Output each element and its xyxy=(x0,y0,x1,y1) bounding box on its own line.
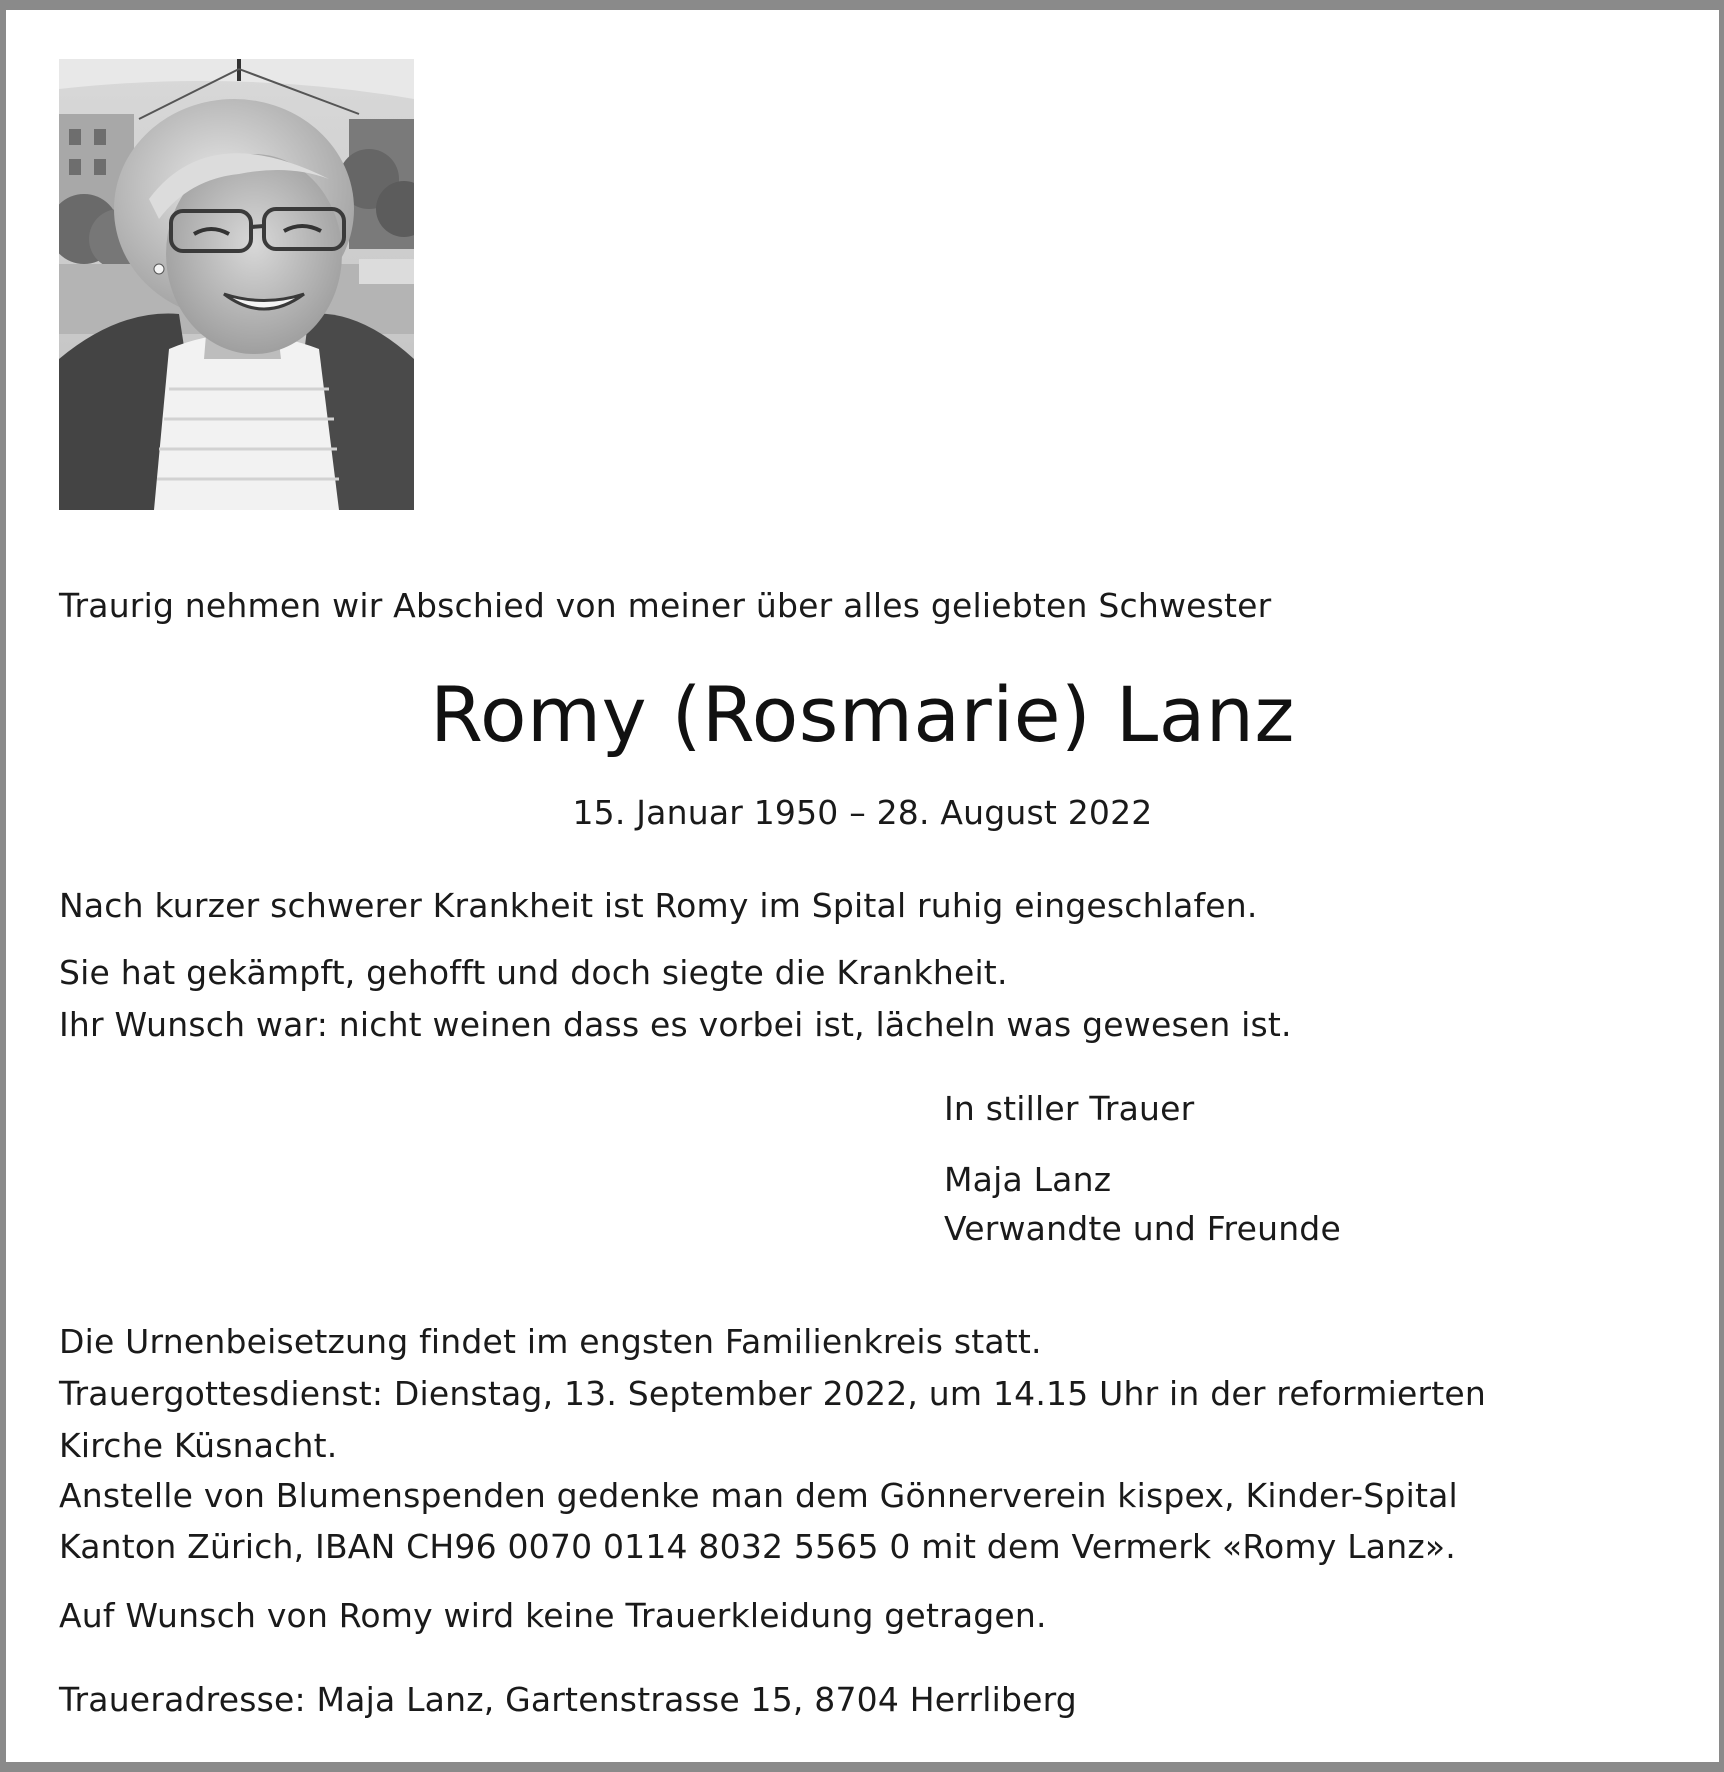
burial-info: Die Urnenbeisetzung findet im engsten Familienkreis statt. xyxy=(59,1322,1042,1361)
intro-text: Traurig nehmen wir Abschied von meiner über alles geliebten Schwester xyxy=(59,586,1272,625)
mourning-phrase: In stiller Trauer xyxy=(944,1089,1195,1128)
donation-info-line-2: Kanton Zürich, IBAN CH96 0070 0114 8032 5565 0 mit dem Vermerk «Romy Lanz». xyxy=(59,1527,1456,1566)
mourning-address: Traueradresse: Maja Lanz, Gartenstrasse 15, 8704 Herrliberg xyxy=(59,1680,1077,1719)
wish-paragraph-line-1: Sie hat gekämpft, gehofft und doch siegte die Krankheit. xyxy=(59,953,1008,992)
signatory: Verwandte und Freunde xyxy=(944,1209,1341,1248)
wish-paragraph-line-2: Ihr Wunsch war: nicht weinen dass es vorbei ist, lächeln was gewesen ist. xyxy=(59,1005,1292,1044)
obituary-page xyxy=(6,10,1719,1762)
passing-paragraph: Nach kurzer schwerer Krankheit ist Romy im Spital ruhig eingeschlafen. xyxy=(59,886,1258,925)
clothing-note: Auf Wunsch von Romy wird keine Trauerkleidung getragen. xyxy=(59,1596,1047,1635)
service-info-line-2: Kirche Küsnacht. xyxy=(59,1426,338,1465)
signatory: Maja Lanz xyxy=(944,1160,1112,1199)
service-info-line-1: Trauergottesdienst: Dienstag, 13. September 2022, um 14.15 Uhr in der reformierten xyxy=(59,1374,1486,1413)
portrait-photo xyxy=(59,59,414,510)
life-dates: 15. Januar 1950 – 28. August 2022 xyxy=(572,793,1153,832)
deceased-name: Romy (Rosmarie) Lanz xyxy=(430,670,1295,759)
donation-info-line-1: Anstelle von Blumenspenden gedenke man dem Gönnerverein kispex, Kinder-Spital xyxy=(59,1476,1458,1515)
